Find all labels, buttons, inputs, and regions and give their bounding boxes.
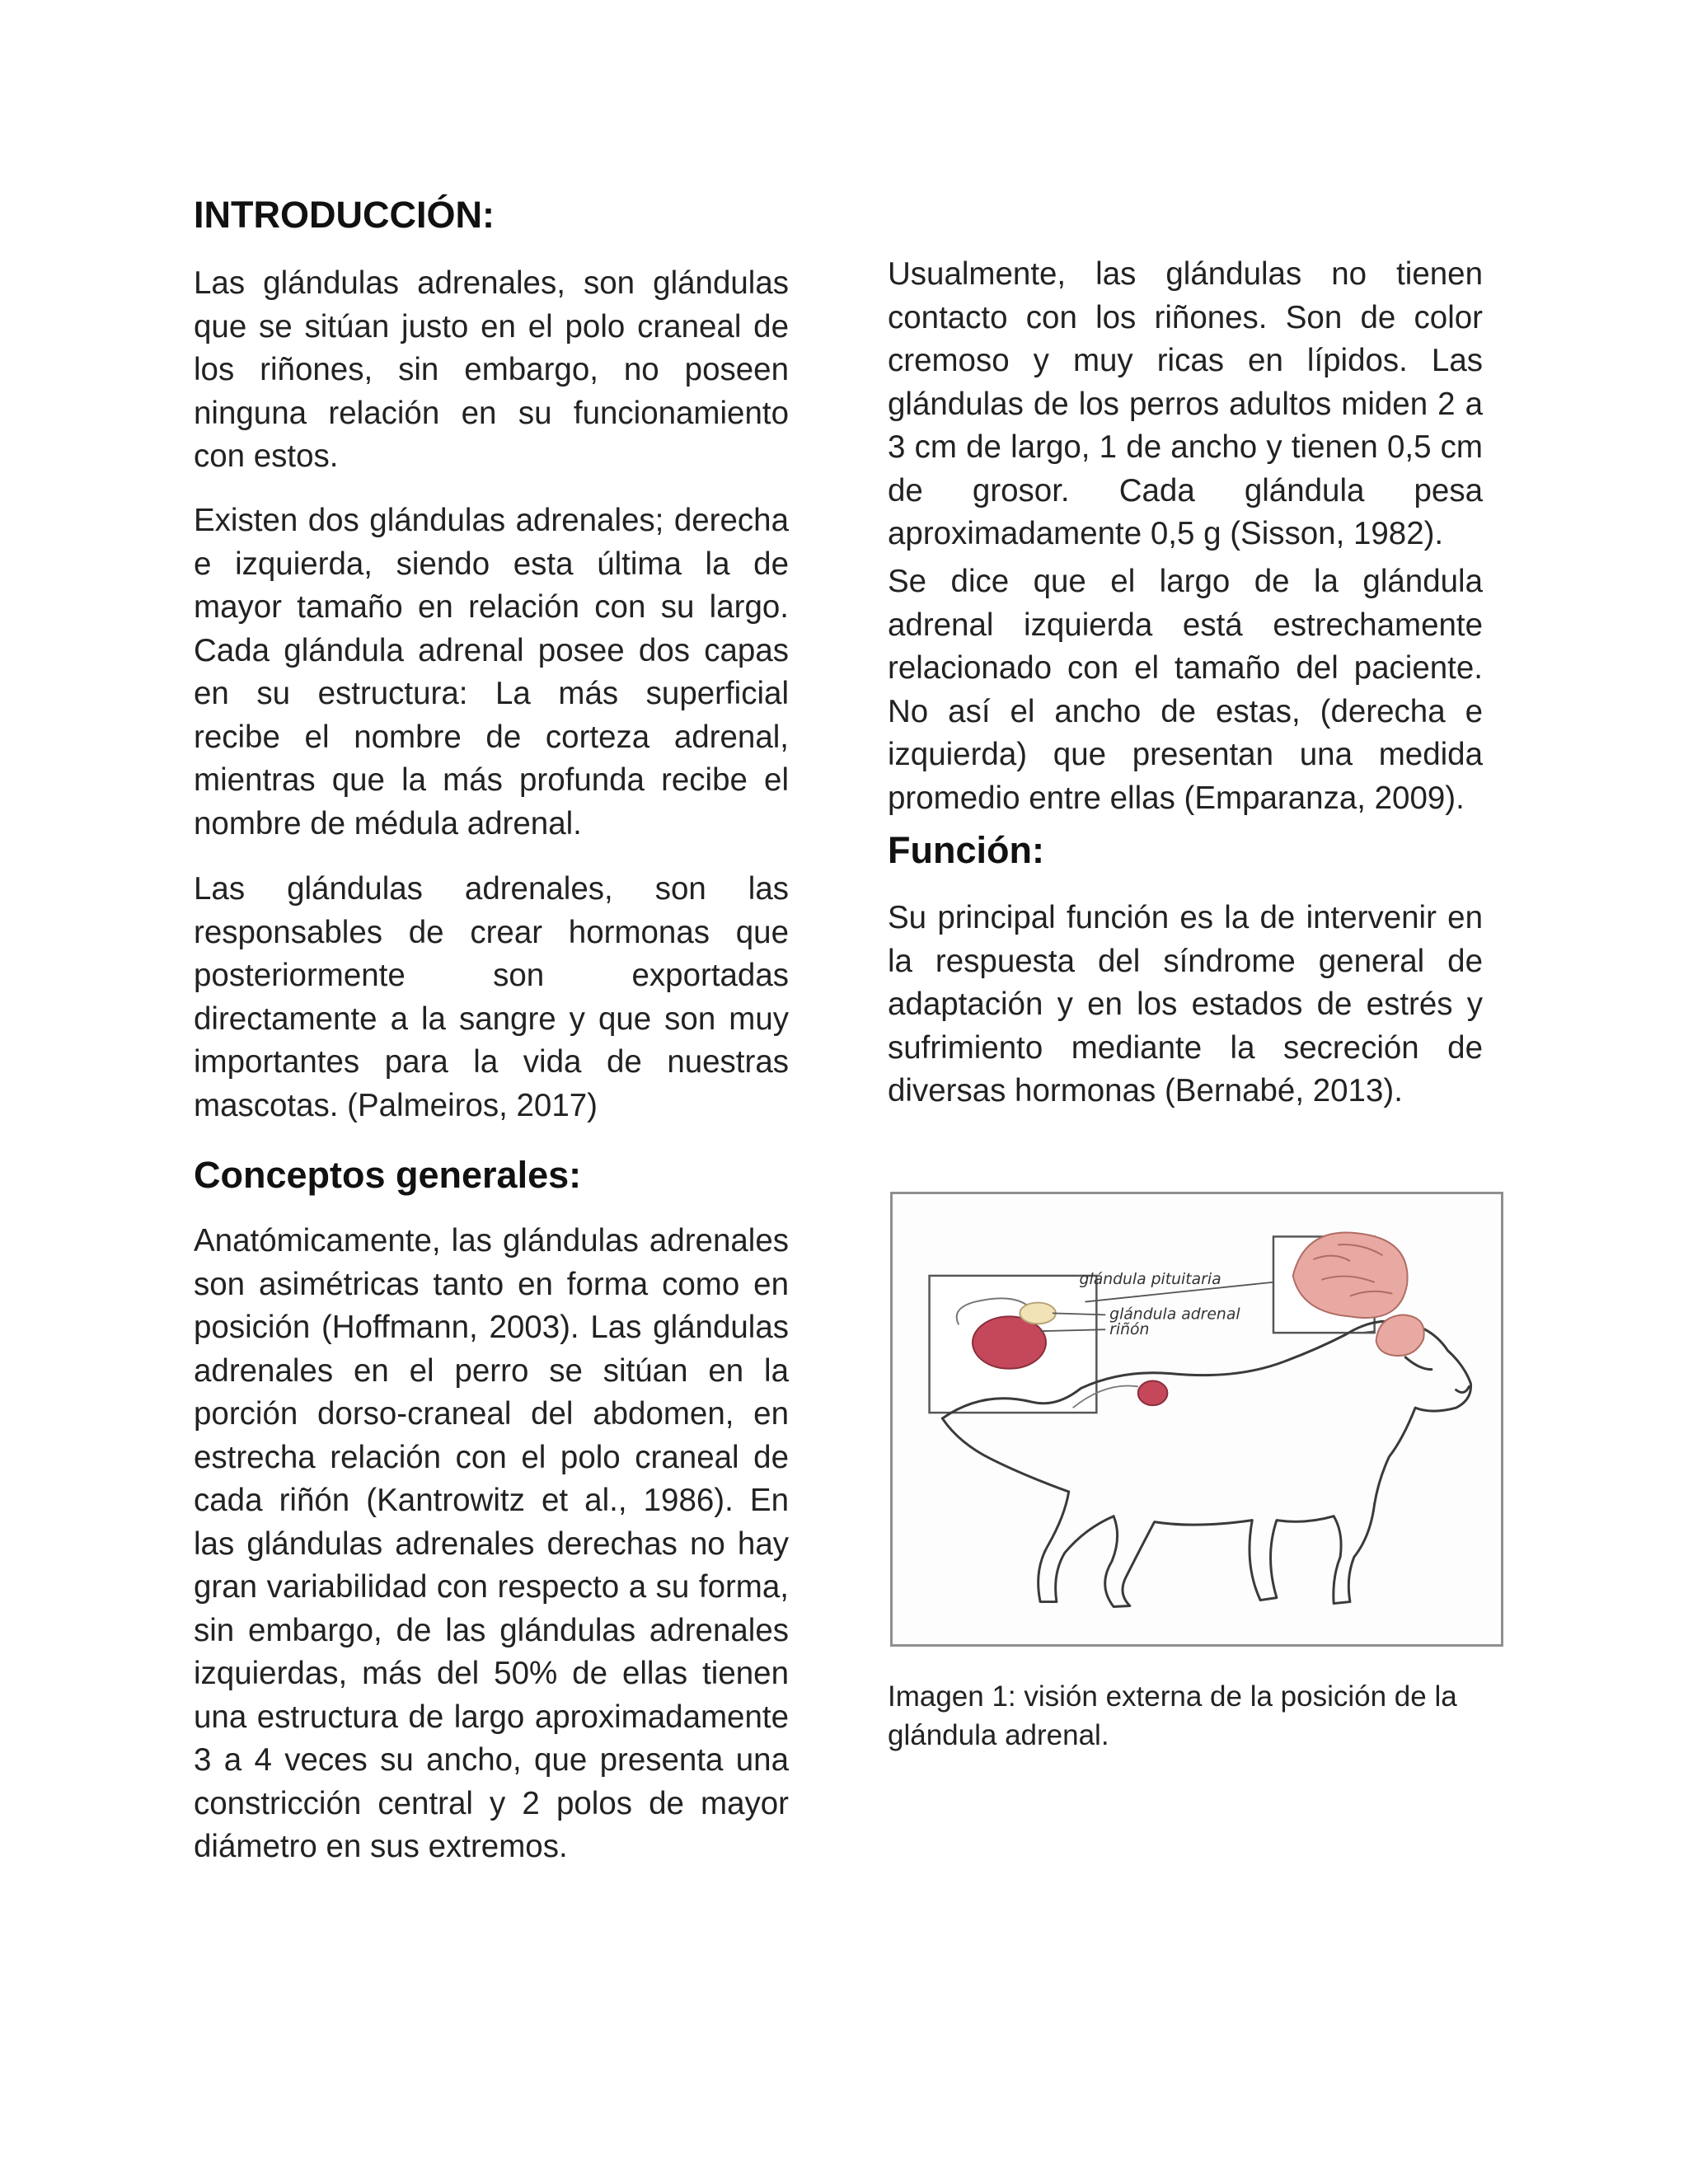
dog-anatomy-illustration (893, 1194, 1501, 1644)
heading-conceptos-generales: Conceptos generales: (194, 1154, 582, 1196)
figure-caption: Imagen 1: visión externa de la posición de la glándula adrenal. (888, 1680, 1457, 1751)
adrenal-gland-icon (1020, 1303, 1056, 1324)
paragraph-funcion: Su principal función es la de intervenir en la respuesta del síndrome general de adaptación y en los estados de estrés y sufrimiento mediante la secreción de diversas hormonas (Bernabé, 2013). (888, 900, 1483, 1108)
label-glandula-adrenal: glándula adrenal (1109, 1305, 1240, 1324)
paragraph-intro-3: Las glándulas adrenales, son las responsables de crear hormonas que posteriormente son exportadas directamente a la sangre y que son muy importantes para la vida de nuestras mascotas. (Palmeiros, 2017) (194, 871, 789, 1123)
paragraph-right-1: Usualmente, las glándulas no tienen contacto con los riñones. Son de color cremoso y muy ricas en lípidos. Las glándulas de los perros adultos miden 2 a 3 cm de largo, 1 de ancho y tienen 0,5 cm de grosor. Cada glándula pesa aproximadamente 0,5 g (Sisson, 1982). (888, 256, 1483, 551)
heading-introduccion: INTRODUCCIÓN: (194, 194, 495, 236)
paragraph-intro-1: Las glándulas adrenales, son glándulas que se sitúan justo en el polo craneal de los riñones, sin embargo, no poseen ninguna relación en su funcionamiento con estos. (194, 265, 789, 474)
paragraph-intro-2: Existen dos glándulas adrenales; derecha e izquierda, siendo esta última la de mayor tamaño en relación con su largo. Cada glándula adrenal posee dos capas en su estructura: La más superficial recibe el nombre de corteza adrenal, mientras que la más profunda recibe el nombre de médula adrenal. (194, 503, 789, 841)
label-rinon: riñón (1109, 1321, 1150, 1339)
paragraph-conceptos: Anatómicamente, las glándulas adrenales son asimétricas tanto en forma como en posición (Hoffmann, 2003). Las glándulas adrenales en el perro se sitúan en la porción dorso-craneal del abdomen, en estrecha relación con el polo craneal de cada riñón (Kantrowitz et al., 1986). En las glándulas adrenales derechas no hay gran variabilidad con respecto a su forma, sin embargo, de las glándulas adrenales izquierdas, más del 50% de ellas tienen una estructura de largo aproximadamente 3 a 4 veces su ancho, que presenta una constricción central y 2 polos de mayor diámetro en sus extremos. (194, 1223, 789, 1864)
dog-kidney-icon (1138, 1381, 1168, 1406)
paragraph-right-2: Se dice que el largo de la glándula adrenal izquierda está estrechamente relacionado con el tamaño del paciente. No así el ancho de estas, (derecha e izquierda) que presentan una medida promedio entre ellas (Emparanza, 2009). (888, 564, 1483, 816)
label-glandula-pituitaria: glándula pituitaria (1079, 1270, 1221, 1288)
dog-anatomy-figure (890, 1192, 1503, 1647)
heading-funcion: Función: (888, 829, 1044, 871)
